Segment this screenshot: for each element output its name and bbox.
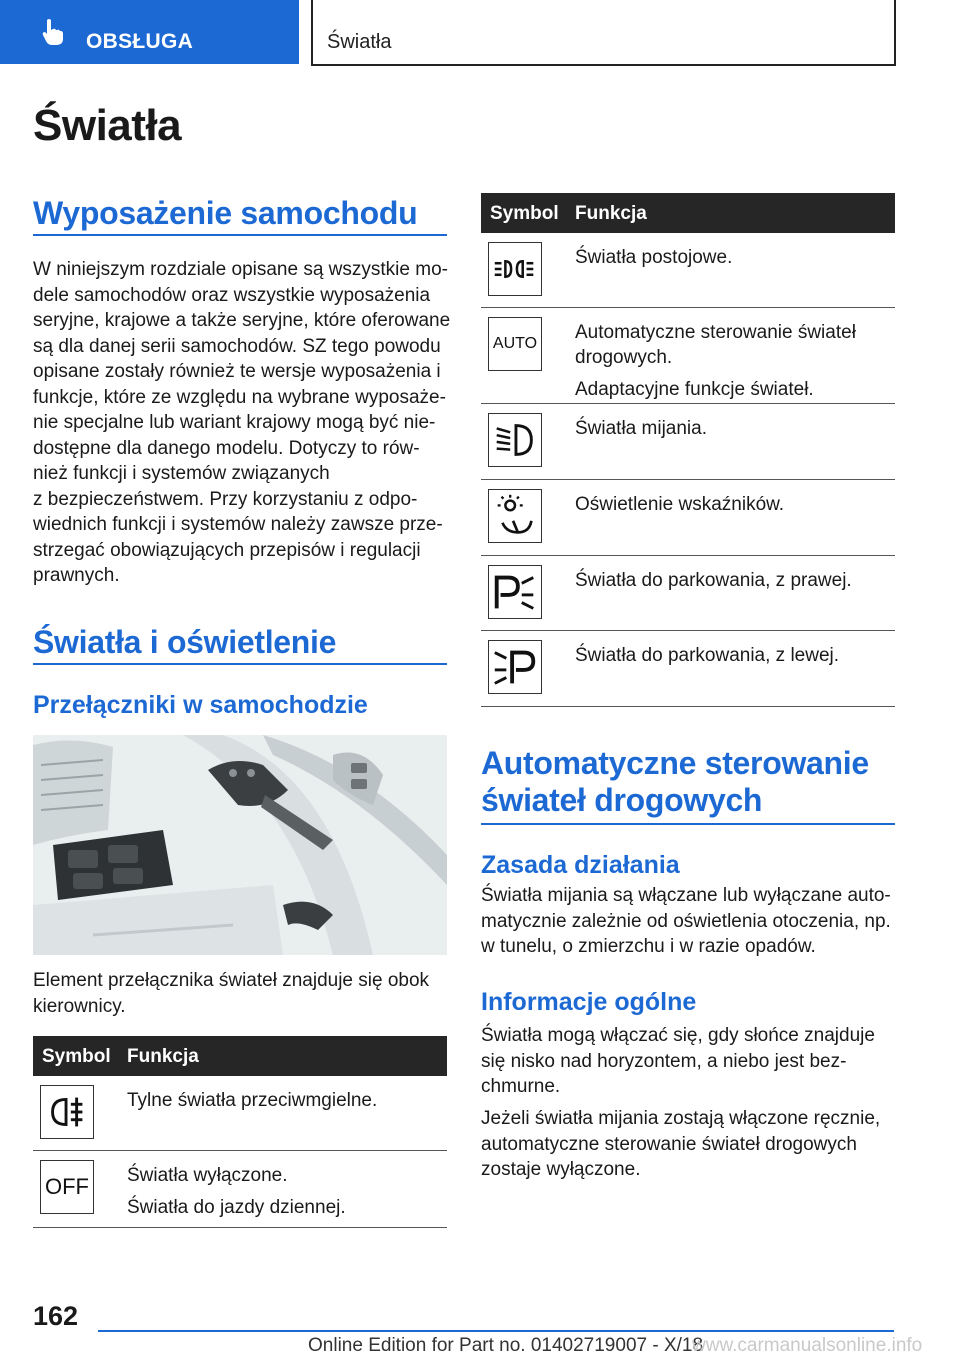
text-line: dostępne dla danego modelu. Dotyczy to rów- bbox=[33, 437, 420, 459]
function-text: Światła mijania. bbox=[575, 418, 707, 439]
auto-icon: AUTO bbox=[488, 317, 542, 371]
symbol-table-right bbox=[481, 193, 895, 707]
text-line: z bezpieczeństwem. Przy korzystaniu z odpo- bbox=[33, 488, 418, 510]
function-text: Światła wyłączone. Światła do jazdy dziennej. bbox=[127, 1165, 346, 1218]
equipment-heading: Wyposażenie samochodu bbox=[33, 195, 418, 231]
function-text: Światła do parkowania, z lewej. bbox=[575, 645, 840, 666]
table-header bbox=[33, 1036, 447, 1076]
table-row bbox=[481, 404, 895, 480]
table-row bbox=[481, 233, 895, 308]
edition-text: Online Edition for Part no. 01402719007 - X/18 bbox=[308, 1335, 704, 1356]
heading-rule bbox=[481, 823, 895, 825]
general-paragraph-1 bbox=[481, 1023, 901, 1100]
text-line: zostaje wyłączone. bbox=[481, 1159, 641, 1180]
page-number: 162 bbox=[33, 1301, 79, 1331]
off-icon: OFF bbox=[40, 1160, 94, 1214]
text-line: W niniejszym rozdziale opisane są wszystkie mo- bbox=[33, 259, 448, 280]
breadcrumb-label: Światła bbox=[327, 31, 392, 53]
breadcrumb bbox=[311, 0, 896, 66]
instrument-lighting-icon bbox=[488, 489, 542, 543]
lights-heading: Światła i oświetlenie bbox=[33, 624, 337, 660]
table-row bbox=[481, 480, 895, 556]
text-line: są dla danej serii samochodów. SZ tego powodu bbox=[33, 335, 441, 357]
function-text: Automatyczne sterowanie świateł drogowych. Adaptacyjne funkcje świateł. bbox=[575, 322, 856, 400]
text-line: Światła mijania są włączane lub wyłączane auto- bbox=[481, 885, 891, 906]
principle-paragraph bbox=[481, 883, 901, 960]
light-switch-photo bbox=[33, 735, 447, 955]
text-line: chmurne. bbox=[481, 1076, 561, 1097]
text-line: dele samochodów oraz wszystkie wyposażenia bbox=[33, 284, 431, 306]
text-line: seryjne, krajowe a także seryjne, które oferowane bbox=[33, 310, 451, 331]
table-row bbox=[481, 308, 895, 404]
text-line: strzegać obowiązujących przepisów i regulacji bbox=[33, 539, 421, 561]
auto-heading: Automatyczne sterowanie świateł drogowych bbox=[481, 745, 869, 818]
heading-rule bbox=[33, 663, 447, 665]
text-line: matycznie zależnie od oświetlenia otoczenia, np. bbox=[481, 910, 891, 932]
photo-caption bbox=[33, 968, 453, 1019]
table-row bbox=[481, 556, 895, 631]
column-symbol: Symbol bbox=[42, 1046, 111, 1067]
function-text: Oświetlenie wskaźników. bbox=[575, 494, 785, 515]
function-text: Światła postojowe. bbox=[575, 247, 733, 268]
text-line: w tunelu, o zmierzchu i w razie opadów. bbox=[481, 936, 816, 957]
text-line: kierownicy. bbox=[33, 995, 126, 1017]
function-text: Światła do parkowania, z prawej. bbox=[575, 570, 852, 591]
text-line: Element przełącznika świateł znajduje się obok bbox=[33, 970, 430, 991]
pointing-hand-icon bbox=[38, 17, 68, 47]
section-tab-label: OBSŁUGA bbox=[86, 30, 194, 53]
column-function: Funkcja bbox=[575, 203, 647, 224]
principle-heading: Zasada działania bbox=[481, 851, 680, 879]
section-tab[interactable] bbox=[0, 0, 299, 64]
text-line: nie specjalne lub wariant krajowy mogą być nie- bbox=[33, 412, 436, 433]
text-line: opisane zostały również te wersje wyposażenia i bbox=[33, 361, 441, 382]
text-line: Światła mogą włączać się, gdy słońce znajduje bbox=[481, 1025, 875, 1046]
column-function: Funkcja bbox=[127, 1046, 199, 1067]
text-line: funkcje, które ze względu na wybrane wyposaże- bbox=[33, 386, 446, 408]
equipment-paragraph bbox=[33, 257, 453, 589]
function-text: Tylne światła przeciwmgielne. bbox=[127, 1090, 378, 1111]
table-header bbox=[481, 193, 895, 233]
text-line: automatyczne sterowanie świateł drogowych bbox=[481, 1133, 857, 1155]
page-title: Światła bbox=[33, 101, 182, 150]
text-line: Jeżeli światła mijania zostają włączone ręcznie, bbox=[481, 1108, 881, 1129]
text-line: się nisko nad horyzontem, a niebo jest bez- bbox=[481, 1050, 847, 1072]
symbol-table-left bbox=[33, 1036, 447, 1228]
switches-subheading: Przełączniki w samochodzie bbox=[33, 691, 368, 719]
general-heading: Informacje ogólne bbox=[481, 988, 697, 1016]
text-line: nież funkcji i systemów związanych bbox=[33, 463, 330, 484]
rear-fog-light-icon bbox=[40, 1085, 94, 1139]
general-paragraph-2 bbox=[481, 1106, 901, 1183]
parking-light-right-icon bbox=[488, 565, 542, 619]
table-row bbox=[33, 1076, 447, 1151]
heading-rule bbox=[33, 234, 447, 236]
parking-light-left-icon bbox=[488, 640, 542, 694]
table-row bbox=[33, 1151, 447, 1228]
text-line: prawnych. bbox=[33, 565, 120, 586]
parking-lights-icon bbox=[488, 242, 542, 296]
text-line: wiednich funkcji i systemów należy zawsze prze- bbox=[33, 514, 443, 535]
column-symbol: Symbol bbox=[490, 203, 559, 224]
watermark: www.carmanualsonline.info bbox=[692, 1335, 923, 1356]
footer-rule bbox=[98, 1330, 894, 1332]
low-beam-icon bbox=[488, 413, 542, 467]
table-row bbox=[481, 631, 895, 707]
